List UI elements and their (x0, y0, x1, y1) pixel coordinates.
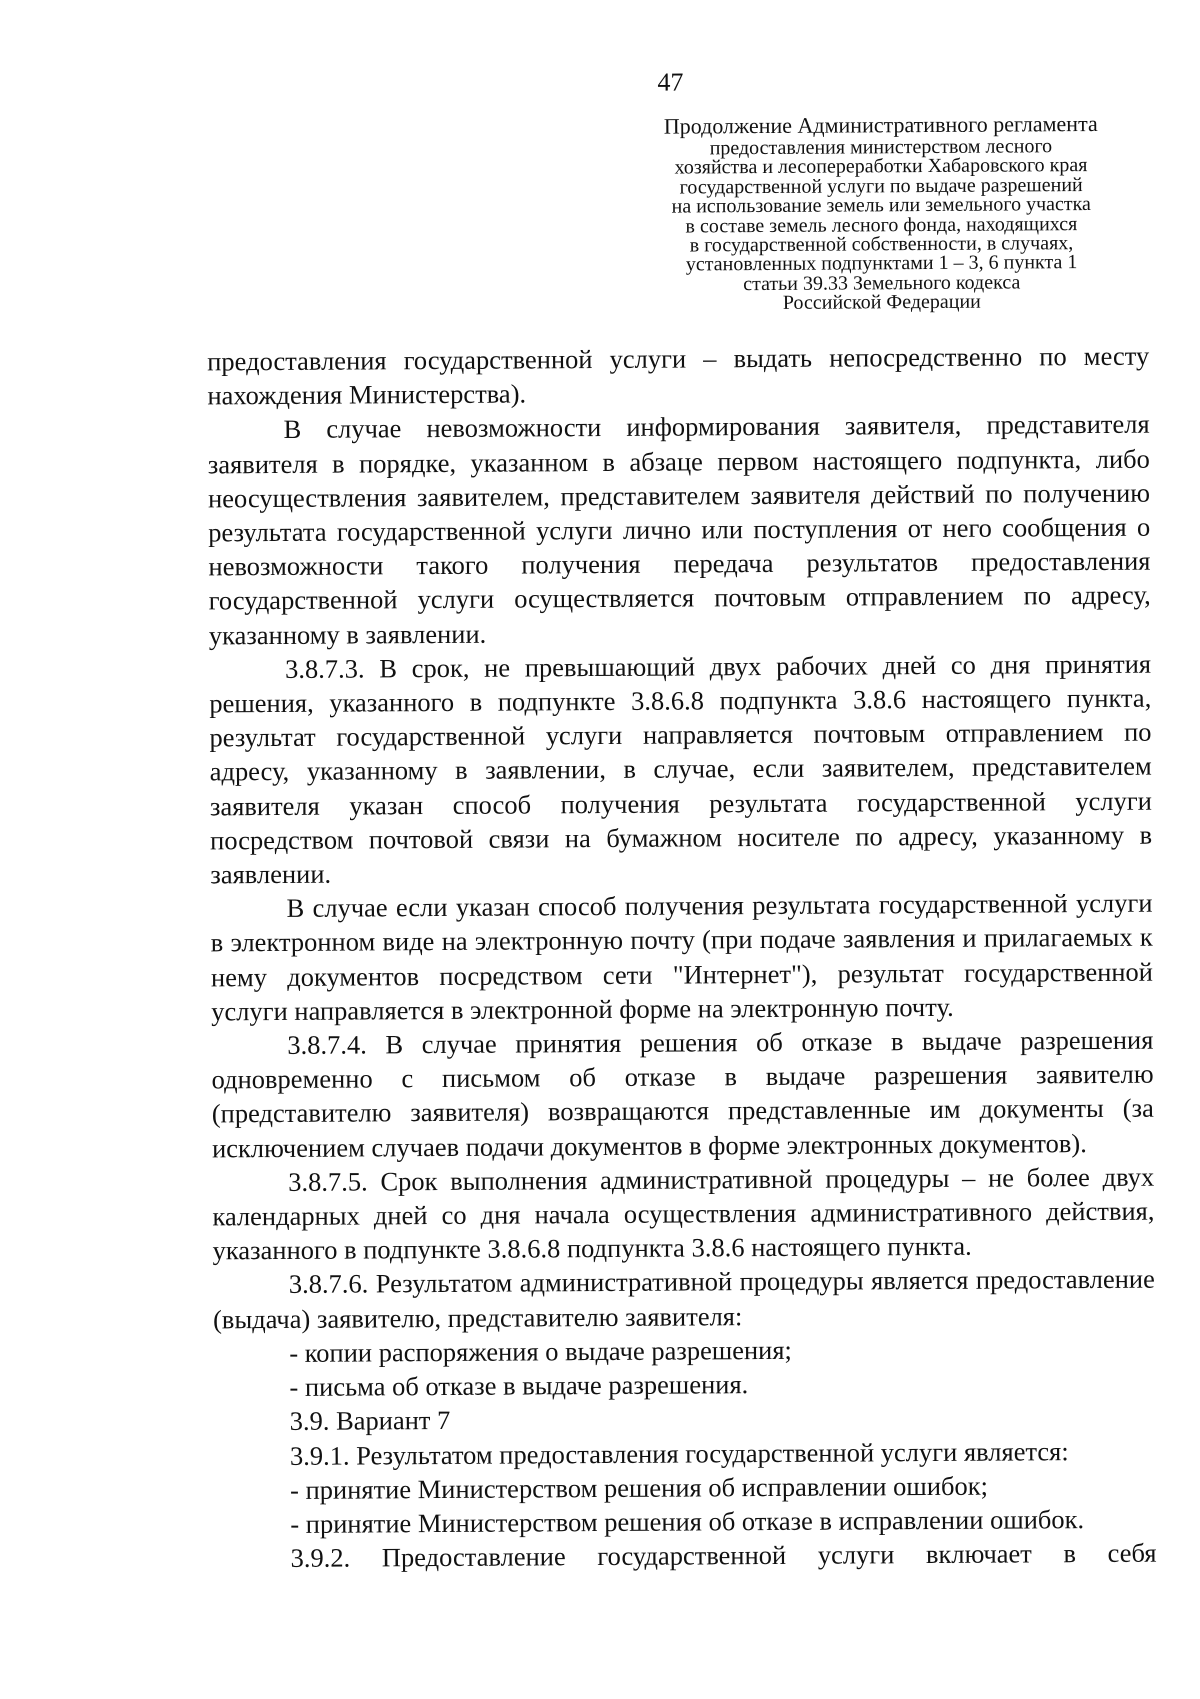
header-line: в государственной собственности, в случаях, (689, 232, 1074, 257)
list-item: - письма об отказе в выдаче разрешения. (289, 1369, 749, 1403)
page-number: 47 (657, 67, 684, 97)
paragraph: В случае если указан способ получения результата государственной услуги в электронном виде на электронную почту (при подаче заявления и прилагаемых к нему документов посредством сети "Интернет"), результат государственной услуги направляется в электронной форме на электронную почту. (210, 887, 1154, 1027)
paragraph: 3.9.2. Предоставление государственной услуги включает в себя (290, 1537, 1157, 1574)
header-line: на использование земель или земельного участка (671, 193, 1091, 218)
paragraph: 3.9.1. Результатом предоставления государственной услуги является: (289, 1435, 1069, 1471)
paragraph: 3.8.7.3. В срок, не превышающий двух рабочих дней со дня принятия решения, указанного в подпункте 3.8.6.8 подпункта 3.8.6 настоящего пункта, результат государственной услуги направляется почтовым отправлением по адресу, указанному в заявлении, в случае, если заявителем, представителем заявителя указан способ получения результата государственной услуги посредством почтовой связи на бумажном носителе по адресу, указанному в заявлении. (209, 648, 1153, 890)
header-line: хозяйства и лесопереработки Хабаровского края (674, 154, 1088, 179)
list-item: - принятие Министерством решения об исправлении ошибок; (290, 1470, 989, 1505)
paragraph: 3.8.7.4. В случае принятия решения об отказе в выдаче разрешения одновременно с письмом об отказе в выдаче разрешения заявителю (представителю заявителя) возвращаются представленные им документы (за исключением случаев подачи документов в форме электронных документов). (211, 1024, 1154, 1164)
header-line: Российской Федерации (782, 290, 981, 315)
paragraph: 3.8.7.6. Результатом административной процедуры является предоставление (выдача) заявителю, представителю заявителя: (212, 1264, 1155, 1335)
header-line: статьи 39.33 Земельного кодекса (743, 271, 1021, 295)
header-line: Продолжение Административного регламента (663, 110, 1098, 139)
document-body (207, 339, 1157, 1576)
list-item: - принятие Министерством решения об отказе в исправлении ошибок. (290, 1503, 1085, 1539)
header-line: предоставления министерством лесного (709, 135, 1053, 160)
regulation-header (621, 111, 1142, 315)
list-item: - копии распоряжения о выдаче разрешения; (289, 1334, 792, 1368)
section-heading: 3.9. Вариант 7 (289, 1405, 451, 1437)
paragraph: 3.8.7.5. Срок выполнения административной процедуры – не более двух календарных дней со дня начала осуществления административного действия, указанного в подпункте 3.8.6.8 подпункта 3.8.6 настоящего пункта. (212, 1161, 1155, 1266)
paragraph: В случае невозможности информирования заявителя, представителя заявителя в порядке, указанном в абзаце первом настоящего подпункта, либо неосуществления заявителем, представителем заявителя действий по получению результата государственной услуги лично или поступления от него сообщения о невозможности такого получения передача результатов предоставления государственной услуги осуществляется почтовым отправлением по адресу, указанному в заявлении. (207, 409, 1151, 651)
paragraph: предоставления государственной услуги – выдать непосредственно по месту нахождения Министерства). (207, 340, 1150, 411)
header-line: государственной услуги по выдаче разрешений (679, 173, 1083, 199)
header-line: установленных подпунктами 1 – 3, 6 пункта 1 (685, 251, 1078, 276)
header-line: в составе земель лесного фонда, находящихся (685, 212, 1078, 238)
